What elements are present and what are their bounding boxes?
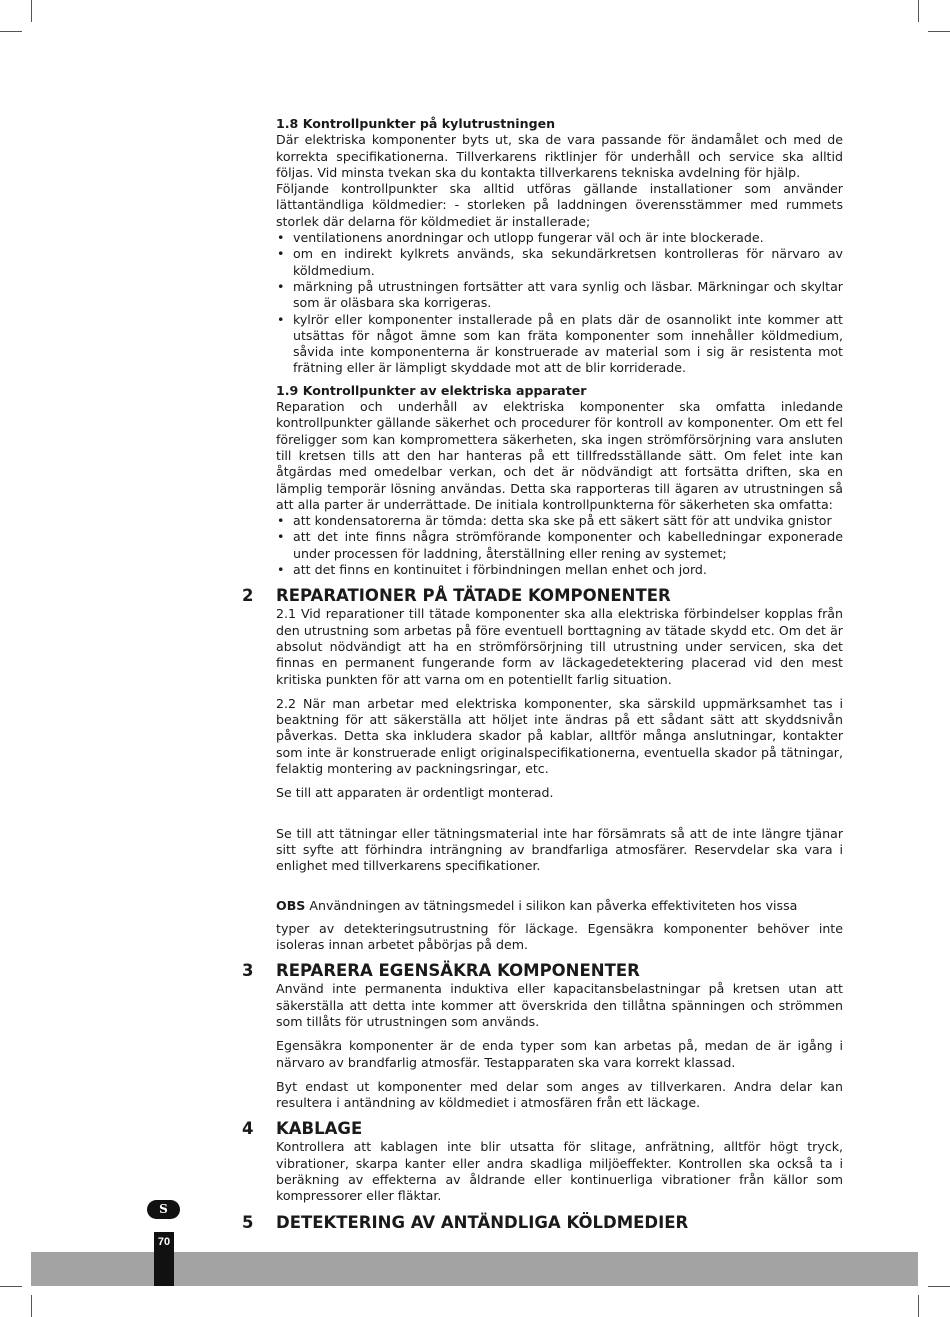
bullet-list: [276, 513, 843, 578]
paragraph: Kontrollera att kablagen inte blir utsatta för slitage, anfrätning, alltför högt tryck, vibrationer, skarpa kanter eller andra skadliga miljöeffekter. Kontrollen ska också ta i beräkning av effekterna av åldrande eller kontinuerliga vibrationer från källor som kompressorer eller fläktar.: [276, 1139, 843, 1204]
paragraph: Följande kontrollpunkter ska alltid utföras gällande installationer som använder lättantändliga köldmedier: - storleken på laddningen överensstämmer med rummets storlek där delarna för köldmediet är installerade;: [276, 181, 843, 229]
paragraph: typer av detekteringsutrustning för läckage. Egensäkra komponenter behöver inte isoleras innan arbetet påbörjas på dem.: [276, 920, 843, 953]
section-5: [242, 1212, 843, 1233]
paragraph: Reparation och underhåll av elektriska komponenter ska omfatta inledande kontrollpunkter gällande säkerhet och procedurer för kontroll av komponenter. Om ett fel föreligger som kan kompromettera säkerheten, ska ingen strömförsörjning vara ansluten till kretsen tills att den har hanteras på ett tillfredsställande sätt. Om felet inte kan åtgärdas med omedelbar verkan, och det är nödvändigt att fortsätta driften, ska en lämplig temporär lösning användas. Detta ska rapporteras till ägaren av utrustningen så att alla parter är underrättade. De initiala kontrollpunkterna för säkerheten ska omfatta:: [276, 399, 843, 512]
bullet-list: [276, 230, 843, 377]
list-item: • att det finns en kontinuitet i förbindningen mellan enhet och jord.: [276, 562, 843, 578]
page-number: 70: [157, 1236, 171, 1248]
paragraph: 2.2 När man arbetar med elektriska komponenter, ska särskild uppmärksamhet tas i beaktning för att säkerställa att höljet inte ändras på ett sådant sätt att skyddsnivån påverkas. Detta ska inkludera skador på kablar, alltför många anslutningar, kontakter som inte är konstruerade enligt originalspecifikationerna, eventuella skador på tätningar, felaktig montering av packningsringar, etc.: [276, 695, 843, 776]
crop-mark: [918, 0, 919, 22]
crop-mark: [928, 1286, 950, 1287]
list-item: • att det inte finns några strömförande komponenter och kabelledningar exponerade under processen för laddning, återställning eller rening av systemet;: [276, 529, 843, 562]
section-title: KABLAGE: [276, 1119, 363, 1139]
list-item: • kylrör eller komponenter installerade på en plats där de osannolikt inte kommer att utsättas för något ämne som kan fräta komponenter som innehåller köldmedium, såvida inte komponenterna är konstruerade av material som i sig är resistenta mot frätning eller är lämpligt skyddade mot att de blir korriderade.: [276, 312, 843, 377]
crop-mark: [928, 31, 950, 32]
section-2: [242, 586, 843, 953]
crop-mark: [31, 1295, 32, 1317]
language-badge: S: [147, 1200, 180, 1219]
section-title: DETEKTERING AV ANTÄNDLIGA KÖLDMEDIER: [276, 1212, 689, 1232]
section-title: REPARATIONER PÅ TÄTADE KOMPONENTER: [276, 586, 671, 606]
paragraph: Se till att tätningar eller tätningsmaterial inte har försämrats så att de inte längre tjänar sitt syfte att förhindra inträngning av brandfarliga atmosfärer. Reservdelar ska vara i enlighet med tillverkarens specifikationer.: [276, 825, 843, 874]
paragraph: Egensäkra komponenter är de enda typer som kan arbetas på, medan de är igång i närvaro av brandfarlig atmosfär. Testapparaten ska vara korrekt klassad.: [276, 1038, 843, 1070]
paragraph: 2.1 Vid reparationer till tätade komponenter ska alla elektriska förbindelser kopplas från den utrustning som arbetas på före eventuell borttagning av tätade skydd etc. Om det är absolut nödvändigt att ha en strömförsörjning till utrustning under servicen, ska det finnas en permanent fungerande form av läckagedetektering placerad vid den mest kritiska punkten för att varna om en potentiellt farlig situation.: [276, 606, 843, 687]
page-content: [242, 116, 843, 1233]
crop-mark: [31, 0, 32, 22]
section-number: 4: [242, 1119, 254, 1139]
paragraph: Se till att apparaten är ordentligt monterad.: [276, 785, 554, 801]
section-4: [242, 1119, 843, 1204]
list-item: • om en indirekt kylkrets används, ska sekundärkretsen kontrolleras för närvaro av köldmedium.: [276, 246, 843, 279]
crop-mark: [0, 31, 22, 32]
obs-note: [276, 898, 843, 914]
paragraph: Använd inte permanenta induktiva eller kapacitansbelastningar på kretsen utan att säkerställa att detta inte kommer att överskrida den tillåtna spänningen och strömmen som tillåts för utrustningen som används.: [276, 981, 843, 1029]
subsection-heading-1-9: 1.9 Kontrollpunkter av elektriska apparater: [276, 382, 587, 398]
section-title: REPARERA EGENSÄKRA KOMPONENTER: [276, 961, 640, 981]
obs-text: Användningen av tätningsmedel i silikon kan påverka effektiviteten hos vissa: [305, 898, 798, 914]
section-number: 5: [242, 1212, 254, 1232]
section-number: 3: [242, 961, 254, 981]
paragraph: Där elektriska komponenter byts ut, ska de vara passande för ändamålet och med de korrekta specifikationerna. Tillverkarens riktlinjer för underhåll och service ska alltid följas. Vid minsta tvekan ska du kontakta tillverkarens tekniska avdelning för hjälp.: [276, 132, 843, 180]
section-number: 2: [242, 586, 254, 606]
crop-mark: [0, 1286, 22, 1287]
obs-label: OBS: [276, 898, 306, 914]
list-item: • ventilationens anordningar och utlopp fungerar väl och är inte blockerade.: [276, 230, 843, 246]
paragraph: Byt endast ut komponenter med delar som anges av tillverkaren. Andra delar kan resultera i antändning av köldmediet i atmosfären från ett läckage.: [276, 1078, 843, 1111]
subsection-heading-1-8: 1.8 Kontrollpunkter på kylutrustningen: [276, 116, 556, 131]
list-item: • märkning på utrustningen fortsätter att vara synlig och läsbar. Märkningar och skyltar som är oläsbara ska korrigeras.: [276, 279, 843, 312]
crop-mark: [918, 1295, 919, 1317]
section-3: [242, 961, 843, 1111]
list-item: • att kondensatorerna är tömda: detta ska ske på ett säkert sätt för att undvika gnistor: [276, 513, 843, 529]
